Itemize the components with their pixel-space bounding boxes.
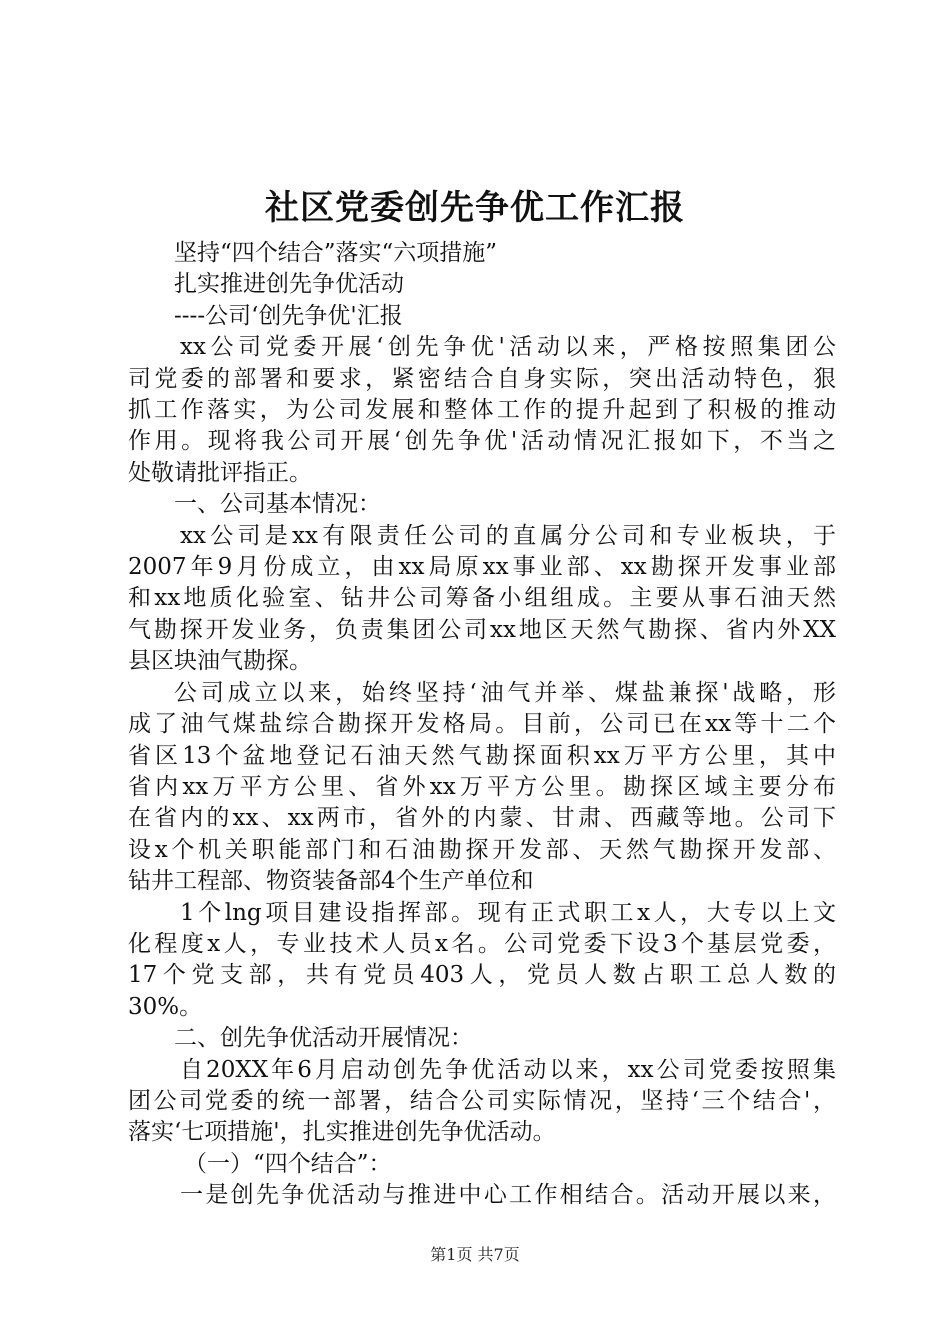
paragraph-activity-line: 落实‘七项措施'，扎实推进创先争优活动。 [128, 1119, 556, 1146]
paragraph-intro-line: 司党委的部署和要求，紧密结合自身实际，突出活动特色，狠 [128, 365, 836, 392]
subtitle-line-1: 坚持“四个结合”落实“六项措施” [174, 240, 498, 266]
paragraph-strategy-line: 在省内的xx、xx两市，省外的内蒙、甘肃、西藏等地。公司下 [128, 805, 836, 832]
paragraph-intro-line: xx公司党委开展‘创先争优'活动以来，严格按照集团公 [180, 334, 836, 361]
paragraph-strategy-line: 省内xx万平方公里、省外xx万平方公里。勘探区域主要分布 [128, 773, 836, 800]
paragraph-staff-line: 化程度x人，专业技术人员x名。公司党委下设3个基层党委， [128, 930, 836, 957]
paragraph-basic-line: 气勘探开发业务，负责集团公司xx地区天然气勘探、省内外XX [128, 616, 836, 643]
paragraph-staff-line: 30%。 [128, 993, 203, 1020]
paragraph-intro-line: 抓工作落实，为公司发展和整体工作的提升起到了积极的推动 [128, 397, 836, 424]
document-title: 社区党委创先争优工作汇报 [265, 188, 685, 228]
paragraph-basic-line: 和xx地质化验室、钻井公司筹备小组组成。主要从事石油天然 [128, 585, 836, 612]
page-number: 第1页 共7页 [430, 1245, 520, 1264]
paragraph-strategy-line: 钻井工程部、物资装备部4个生产单位和 [128, 868, 534, 895]
paragraph-basic-line: xx公司是xx有限责任公司的直属分公司和专业板块，于 [180, 522, 836, 549]
paragraph-intro-line: 处敬请批评指正。 [128, 459, 312, 486]
section-heading-2: 二、创先争优活动开展情况： [174, 1025, 473, 1052]
subsection-heading-1: （一）“四个结合”： [184, 1150, 392, 1177]
paragraph-combination-line: 一是创先争优活动与推进中心工作相结合。活动开展以来， [180, 1182, 836, 1209]
document-body [128, 238, 836, 1212]
subtitle-line-3: ----公司‘创先争优'汇报 [174, 302, 403, 329]
paragraph-strategy-line: 省区13个盆地登记石油天然气勘探面积xx万平方公里，其中 [128, 742, 836, 769]
paragraph-strategy-line: 成了油气煤盐综合勘探开发格局。目前，公司已在xx等十二个 [128, 711, 836, 738]
paragraph-strategy-line: 设x个机关职能部门和石油勘探开发部、天然气勘探开发部、 [128, 836, 836, 863]
subtitle-line-2: 扎实推进创先争优活动 [174, 271, 404, 298]
paragraph-staff-line: 17个党支部，共有党员403人，党员人数占职工总人数的 [128, 962, 836, 989]
paragraph-strategy-line: 公司成立以来，始终坚持‘油气并举、煤盐兼探'战略，形 [174, 679, 836, 706]
paragraph-activity-line: 团公司党委的统一部署，结合公司实际情况，坚持‘三个结合'， [128, 1087, 836, 1114]
paragraph-basic-line: 县区块油气勘探。 [128, 648, 312, 675]
paragraph-staff-line: 1个lng项目建设指挥部。现有正式职工x人，大专以上文 [180, 899, 836, 926]
paragraph-activity-line: 自20XX年6月启动创先争优活动以来，xx公司党委按照集 [180, 1056, 836, 1083]
paragraph-basic-line: 2007年9月份成立，由xx局原xx事业部、xx勘探开发事业部 [128, 554, 836, 581]
section-heading-1: 一、公司基本情况： [174, 491, 381, 518]
paragraph-intro-line: 作用。现将我公司开展‘创先争优'活动情况汇报如下，不当之 [128, 428, 836, 455]
